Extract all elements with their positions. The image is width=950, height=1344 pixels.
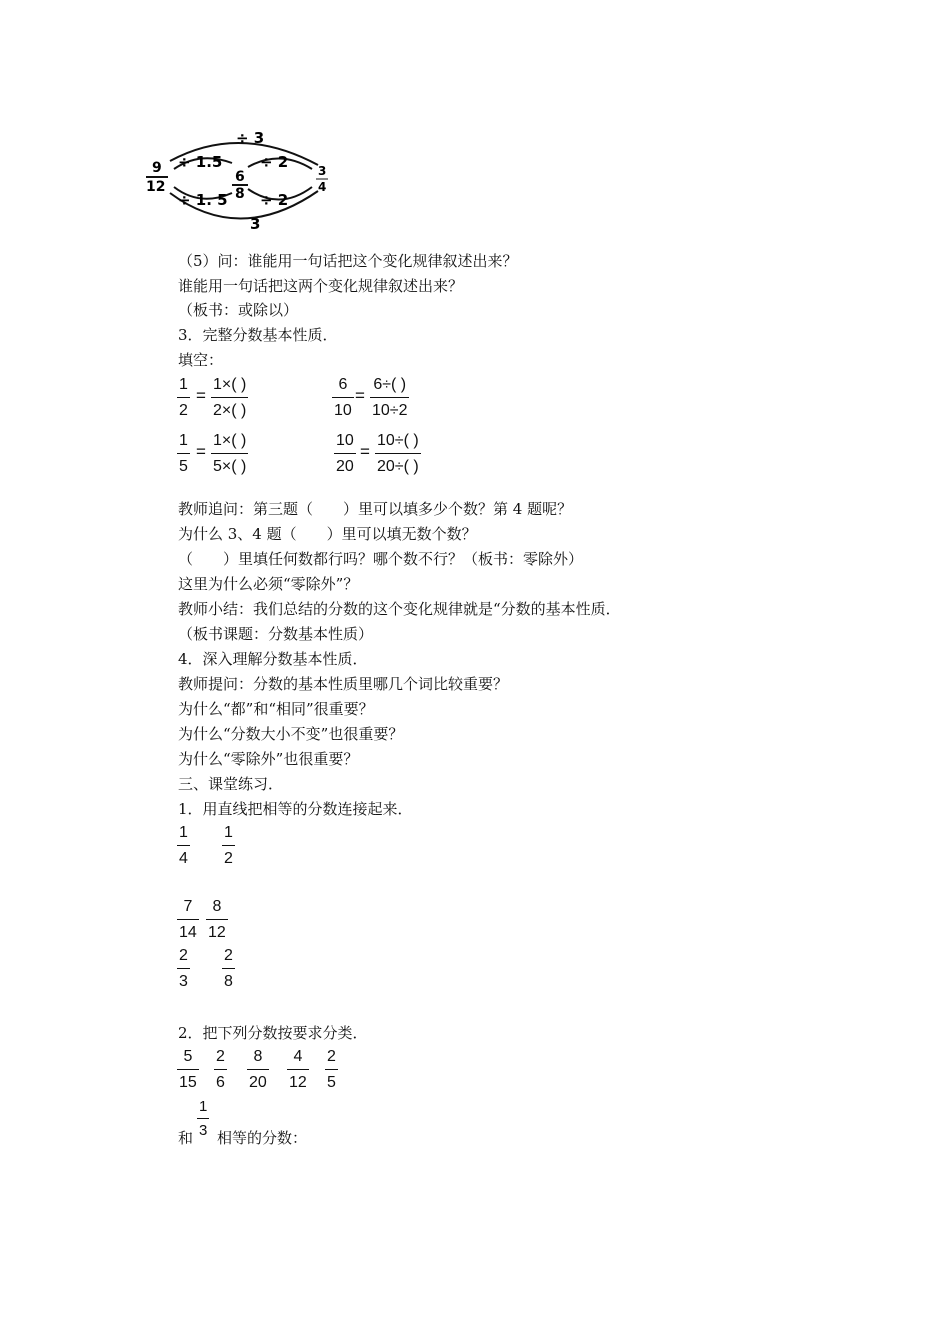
section-4-heading: 4．深入理解分数基本性质． [178,650,368,668]
classify-fraction[interactable] [177,1047,199,1092]
denominator: 15 [179,1074,197,1091]
numerator: 2 [327,1048,336,1065]
fill4-left-fraction [334,431,356,476]
diagram-op-upper-left: ÷ 1.5 [178,153,223,171]
denominator[interactable]: 20÷( ) [377,458,419,475]
diagram-op-bottom: 3 [250,215,261,233]
equals-sign: = [355,386,365,405]
question-5: （5）问：谁能用一句话把这个变化规律叙述出来？ [178,252,518,270]
numerator: 7 [183,898,193,915]
match-fraction[interactable] [222,823,235,868]
denominator: 5 [179,458,188,475]
and-label: 和 [178,1129,194,1147]
denominator: 12 [208,924,226,941]
diagram-op-lower-left: ÷ 1. 5 [178,191,228,209]
fill4-right-fraction [375,431,421,476]
numerator: 6 [338,376,348,393]
diagram-mid-den: 8 [235,186,245,202]
numerator: 8 [253,1048,263,1065]
denominator[interactable]: 5×( ) [213,458,247,475]
equals-sign: = [360,442,370,461]
denominator: 3 [179,973,188,990]
board-note-1: （板书：或除以） [178,301,299,319]
classify-fraction[interactable] [287,1047,309,1092]
equal-fractions-label: 相等的分数： [217,1129,308,1147]
match-fraction[interactable] [222,946,235,991]
diagram-left-den: 12 [146,179,166,195]
numerator: 1 [199,1098,208,1115]
numerator: 1 [224,824,233,841]
diagram-right-num: 3 [318,164,327,178]
denominator: 8 [224,973,233,990]
board-title-note: （板书课题：分数基本性质） [178,625,374,643]
denominator: 2 [224,850,233,867]
denominator: 2 [179,402,188,419]
denominator[interactable]: 2×( ) [213,402,247,419]
one-third-fraction [197,1098,209,1139]
denominator: 6 [216,1074,225,1091]
numerator: 2 [216,1048,225,1065]
denominator: 5 [327,1074,336,1091]
fill2-right-fraction [370,375,409,420]
numerator: 4 [293,1048,303,1065]
equals-sign: = [196,386,206,405]
classify-fraction[interactable] [247,1047,269,1092]
numerator: 1 [179,376,188,393]
equals-sign: = [196,442,206,461]
teacher-followup-1: 教师追问：第三题（ ）里可以填多少个数？第 4 题呢？ [178,500,573,518]
fill2-left-fraction [332,375,354,420]
fill3-right-fraction [211,431,248,476]
diagram-left-num: 9 [152,160,162,176]
diagram-mid-num: 6 [235,169,245,185]
numerator[interactable]: 1×( ) [213,432,247,449]
teacher-question: 教师提问：分数的基本性质里哪几个词比较重要？ [178,675,509,693]
diagram-op-top: ÷ 3 [236,129,265,147]
question-dou-xiangtong: 为什么“都”和“相同”很重要？ [178,700,374,718]
exercise-1-heading: 1．用直线把相等的分数连接起来． [178,800,413,818]
numerator: 5 [183,1048,193,1065]
match-fraction[interactable] [206,897,228,942]
match-fraction[interactable] [177,946,190,991]
diagram-op-lower-right: ÷ 2 [260,191,289,209]
numerator: 1 [179,824,188,841]
classify-fraction[interactable] [214,1047,227,1092]
question-5b: 谁能用一句话把这两个变化规律叙述出来？ [178,277,464,295]
numerator: 2 [179,947,188,964]
teacher-followup-2: 为什么 3、4 题（ ）里可以填无数个数？ [178,525,477,543]
question-size-unchanged: 为什么“分数大小不变”也很重要？ [178,725,404,743]
practice-heading: 三、课堂练习． [178,775,284,793]
section-3-heading: 3．完整分数基本性质． [178,326,338,344]
denominator: 10÷2 [372,402,408,419]
denominator: 10 [334,402,352,419]
numerator: 10 [336,432,354,449]
teacher-followup-4: 这里为什么必须“零除外”？ [178,575,359,593]
numerator[interactable]: 1×( ) [213,376,247,393]
numerator[interactable]: 10÷( ) [377,432,419,449]
question-zero-excluded: 为什么“零除外”也很重要？ [178,750,359,768]
numerator: 1 [179,432,188,449]
match-fraction[interactable] [177,897,199,942]
denominator: 12 [289,1074,307,1091]
fill1-right-fraction [211,375,248,420]
fraction-change-diagram [140,125,340,237]
fill3-left-fraction [177,431,190,476]
numerator: 8 [212,898,222,915]
denominator: 4 [179,850,188,867]
denominator: 20 [336,458,354,475]
numerator: 2 [224,947,233,964]
numerator[interactable]: 6÷( ) [373,376,407,393]
diagram-right-den: 4 [318,180,327,194]
teacher-followup-3: （ ）里填任何数都行吗？哪个数不行？（板书：零除外） [178,550,584,568]
diagram-op-upper-right: ÷ 2 [260,153,289,171]
teacher-summary: 教师小结：我们总结的分数的这个变化规律就是“分数的基本性质． [178,600,621,618]
match-fraction[interactable] [177,823,190,868]
classify-fraction[interactable] [325,1047,338,1092]
denominator: 14 [179,924,197,941]
fill-in-label: 填空： [178,351,224,369]
denominator: 3 [199,1122,208,1139]
denominator: 20 [249,1074,267,1091]
fill1-left-fraction [177,375,190,420]
exercise-2-heading: 2．把下列分数按要求分类． [178,1024,368,1042]
